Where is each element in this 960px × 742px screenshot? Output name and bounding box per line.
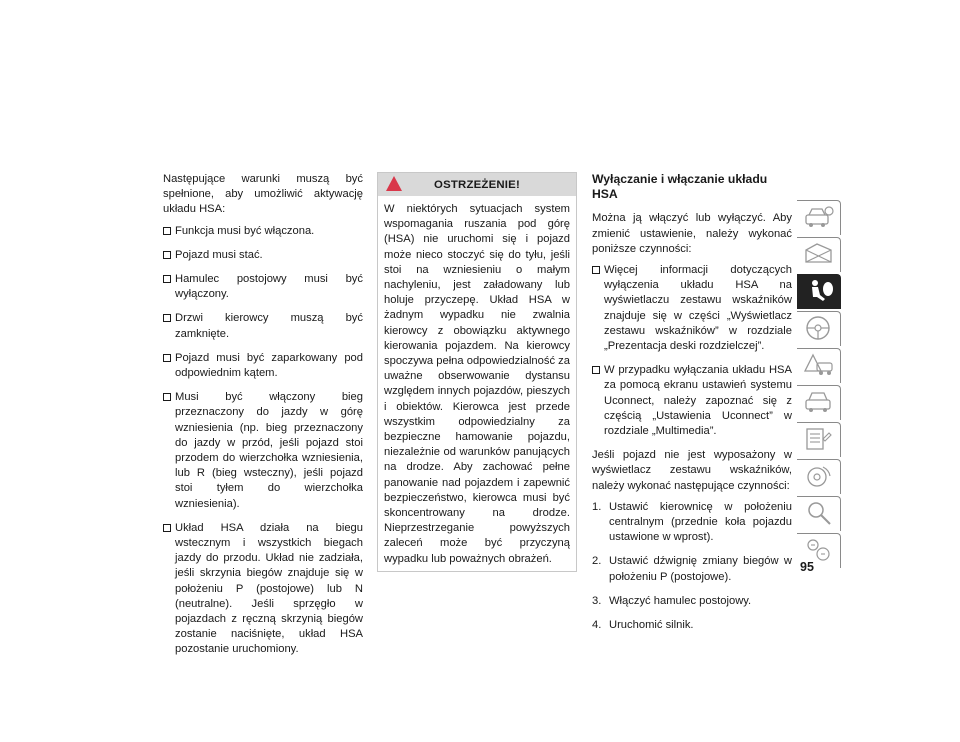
bullet-box-icon xyxy=(163,314,171,322)
warning-header xyxy=(378,173,576,196)
list-item: Pojazd musi być zaparkowany pod odpowiednim kątem. xyxy=(163,351,363,381)
index-search-icon xyxy=(803,499,835,527)
bullet-box-icon xyxy=(163,393,171,401)
chapter-tab-language[interactable] xyxy=(797,533,841,568)
numbered-step: 4. Uruchomić silnik. xyxy=(592,619,694,632)
airbag-safety-icon xyxy=(803,277,835,305)
car-info-icon xyxy=(803,203,835,231)
hsa-conditions-intro: Następujące warunki muszą być spełnione, aby umożliwić aktywację układu HSA: xyxy=(163,173,363,216)
chapter-tab-multimedia[interactable] xyxy=(797,459,841,494)
list-item: W przypadku wyłączania układu HSA za pomocą ekranu ustawień systemu Uconnect, należy zapoznać się z częścią „Ustawienia Uconnect” w rozdziale „Multimedia”. xyxy=(592,363,792,439)
list-item: Funkcja musi być włączona. xyxy=(163,224,363,239)
language-index-icon xyxy=(803,536,835,564)
section-heading: Wyłączanie i włączanie układu HSA xyxy=(592,172,768,202)
list-item: Hamulec postojowy musi być wyłączony. xyxy=(163,272,363,302)
chapter-tab-emergency[interactable] xyxy=(797,348,841,383)
bullet-box-icon xyxy=(163,275,171,283)
bullet-box-icon xyxy=(163,227,171,235)
bullet-box-icon xyxy=(163,524,171,532)
roadside-warning-icon xyxy=(803,351,835,379)
specs-list-icon xyxy=(803,425,835,453)
warning-title: OSTRZEŻENIE! xyxy=(434,179,520,191)
bullet-box-icon xyxy=(163,354,171,362)
multimedia-icon xyxy=(803,462,835,490)
middle-column xyxy=(377,172,577,572)
bullet-box-icon xyxy=(592,366,600,374)
chapter-tab-safety[interactable] xyxy=(797,274,841,309)
right-column xyxy=(592,172,792,642)
list-item: Układ HSA działa na biegu wstecznym i wszystkich biegach jazdy do przodu. Układ nie zadziała, jeśli skrzynia biegów znajduje się w położeniu P (postojowe) lub N (neutralne). Jeśli sprzęgło w pojazdach z ręczną skrzynią biegów zostanie naciśnięte, układ HSA pozostanie uruchomiony. xyxy=(163,521,363,658)
left-column xyxy=(163,172,363,667)
chapter-tab-service[interactable] xyxy=(797,385,841,420)
bullet-box-icon xyxy=(592,266,600,274)
numbered-step: 1. Ustawić kierownicę w położeniu centralnym (przednie koła pojazdu ustawione w wprost). xyxy=(592,500,792,544)
dashboard-icon xyxy=(803,240,835,268)
chapter-tab-index[interactable] xyxy=(797,496,841,531)
numbered-step: 2. Ustawić dźwignię zmiany biegów w położeniu P (postojowe). xyxy=(592,555,792,583)
warning-box xyxy=(377,172,577,572)
bullet-box-icon xyxy=(163,251,171,259)
numbered-step: 3. Włączyć hamulec postojowy. xyxy=(592,594,752,607)
list-item: Pojazd musi stać. xyxy=(163,248,363,263)
no-display-paragraph: Jeśli pojazd nie jest wyposażony w wyświetlacz zestawu wskaźników, należy wykonać następujące czynności: xyxy=(592,449,792,492)
list-item: Musi być włączony bieg przeznaczony do jazdy w górę wzniesienia (np. bieg przeznaczony do jazdy w przód, jeśli pojazd stoi przodem do wierzchołka wzniesienia, lub R (bieg wsteczny), jeśli pojazd stoi tyłem do wierzchołka wzniesienia). xyxy=(163,390,363,512)
chapter-tab-driving[interactable] xyxy=(797,311,841,346)
page-number: 95 xyxy=(800,560,814,574)
list-item: Drzwi kierowcy muszą być zamknięte. xyxy=(163,311,363,341)
list-item: Więcej informacji dotyczących wyłączenia układu HSA na wyświetlaczu zestawu wskaźników znajduje się w części „Wyświetlacz zestawu wskaźników” w rozdziale „Prezentacja deski rozdzielczej”. xyxy=(592,263,792,354)
warning-text: W niektórych sytuacjach system wspomagania ruszania pod górę (HSA) nie uruchomi się i pojazd może nieco stoczyć się do tyłu, jeśli stoi na wzniesieniu o małym nachyleniu, jest załadowany lub holuje przyczepę. Układ HSA w żadnym wypadku nie zwalnia kierowcy z obowiązku aktywnego kierowania pojazdem. Na kierowcy spoczywa pełna odpowiedzialność za uważne obserwowanie dystansu względem innych pojazdów, pieszych i obiektów. Kierowca jest przede wszystkim odpowiedzialny za bezpieczne hamowanie pojazdu, niezależnie od warunków panujących na drodze. Aby zachować pełne panowanie nad pojazdem i zapewnić bezpieczeństwo, kierowca musi być skoncentrowany na drodze. Nieprzestrzeganie powyższych zaleceń może być przyczyną wypadku lub poważnych obrażeń. xyxy=(384,203,570,565)
chapter-tab-dashboard[interactable] xyxy=(797,237,841,272)
chapter-tab-specs[interactable] xyxy=(797,422,841,457)
service-car-icon xyxy=(803,388,835,416)
chapter-tab-car-info[interactable] xyxy=(797,200,841,235)
section-intro: Można ją włączyć lub wyłączyć. Aby zmienić ustawienie, należy wykonać poniższe czynności: xyxy=(592,212,792,255)
steering-wheel-icon xyxy=(803,314,835,342)
